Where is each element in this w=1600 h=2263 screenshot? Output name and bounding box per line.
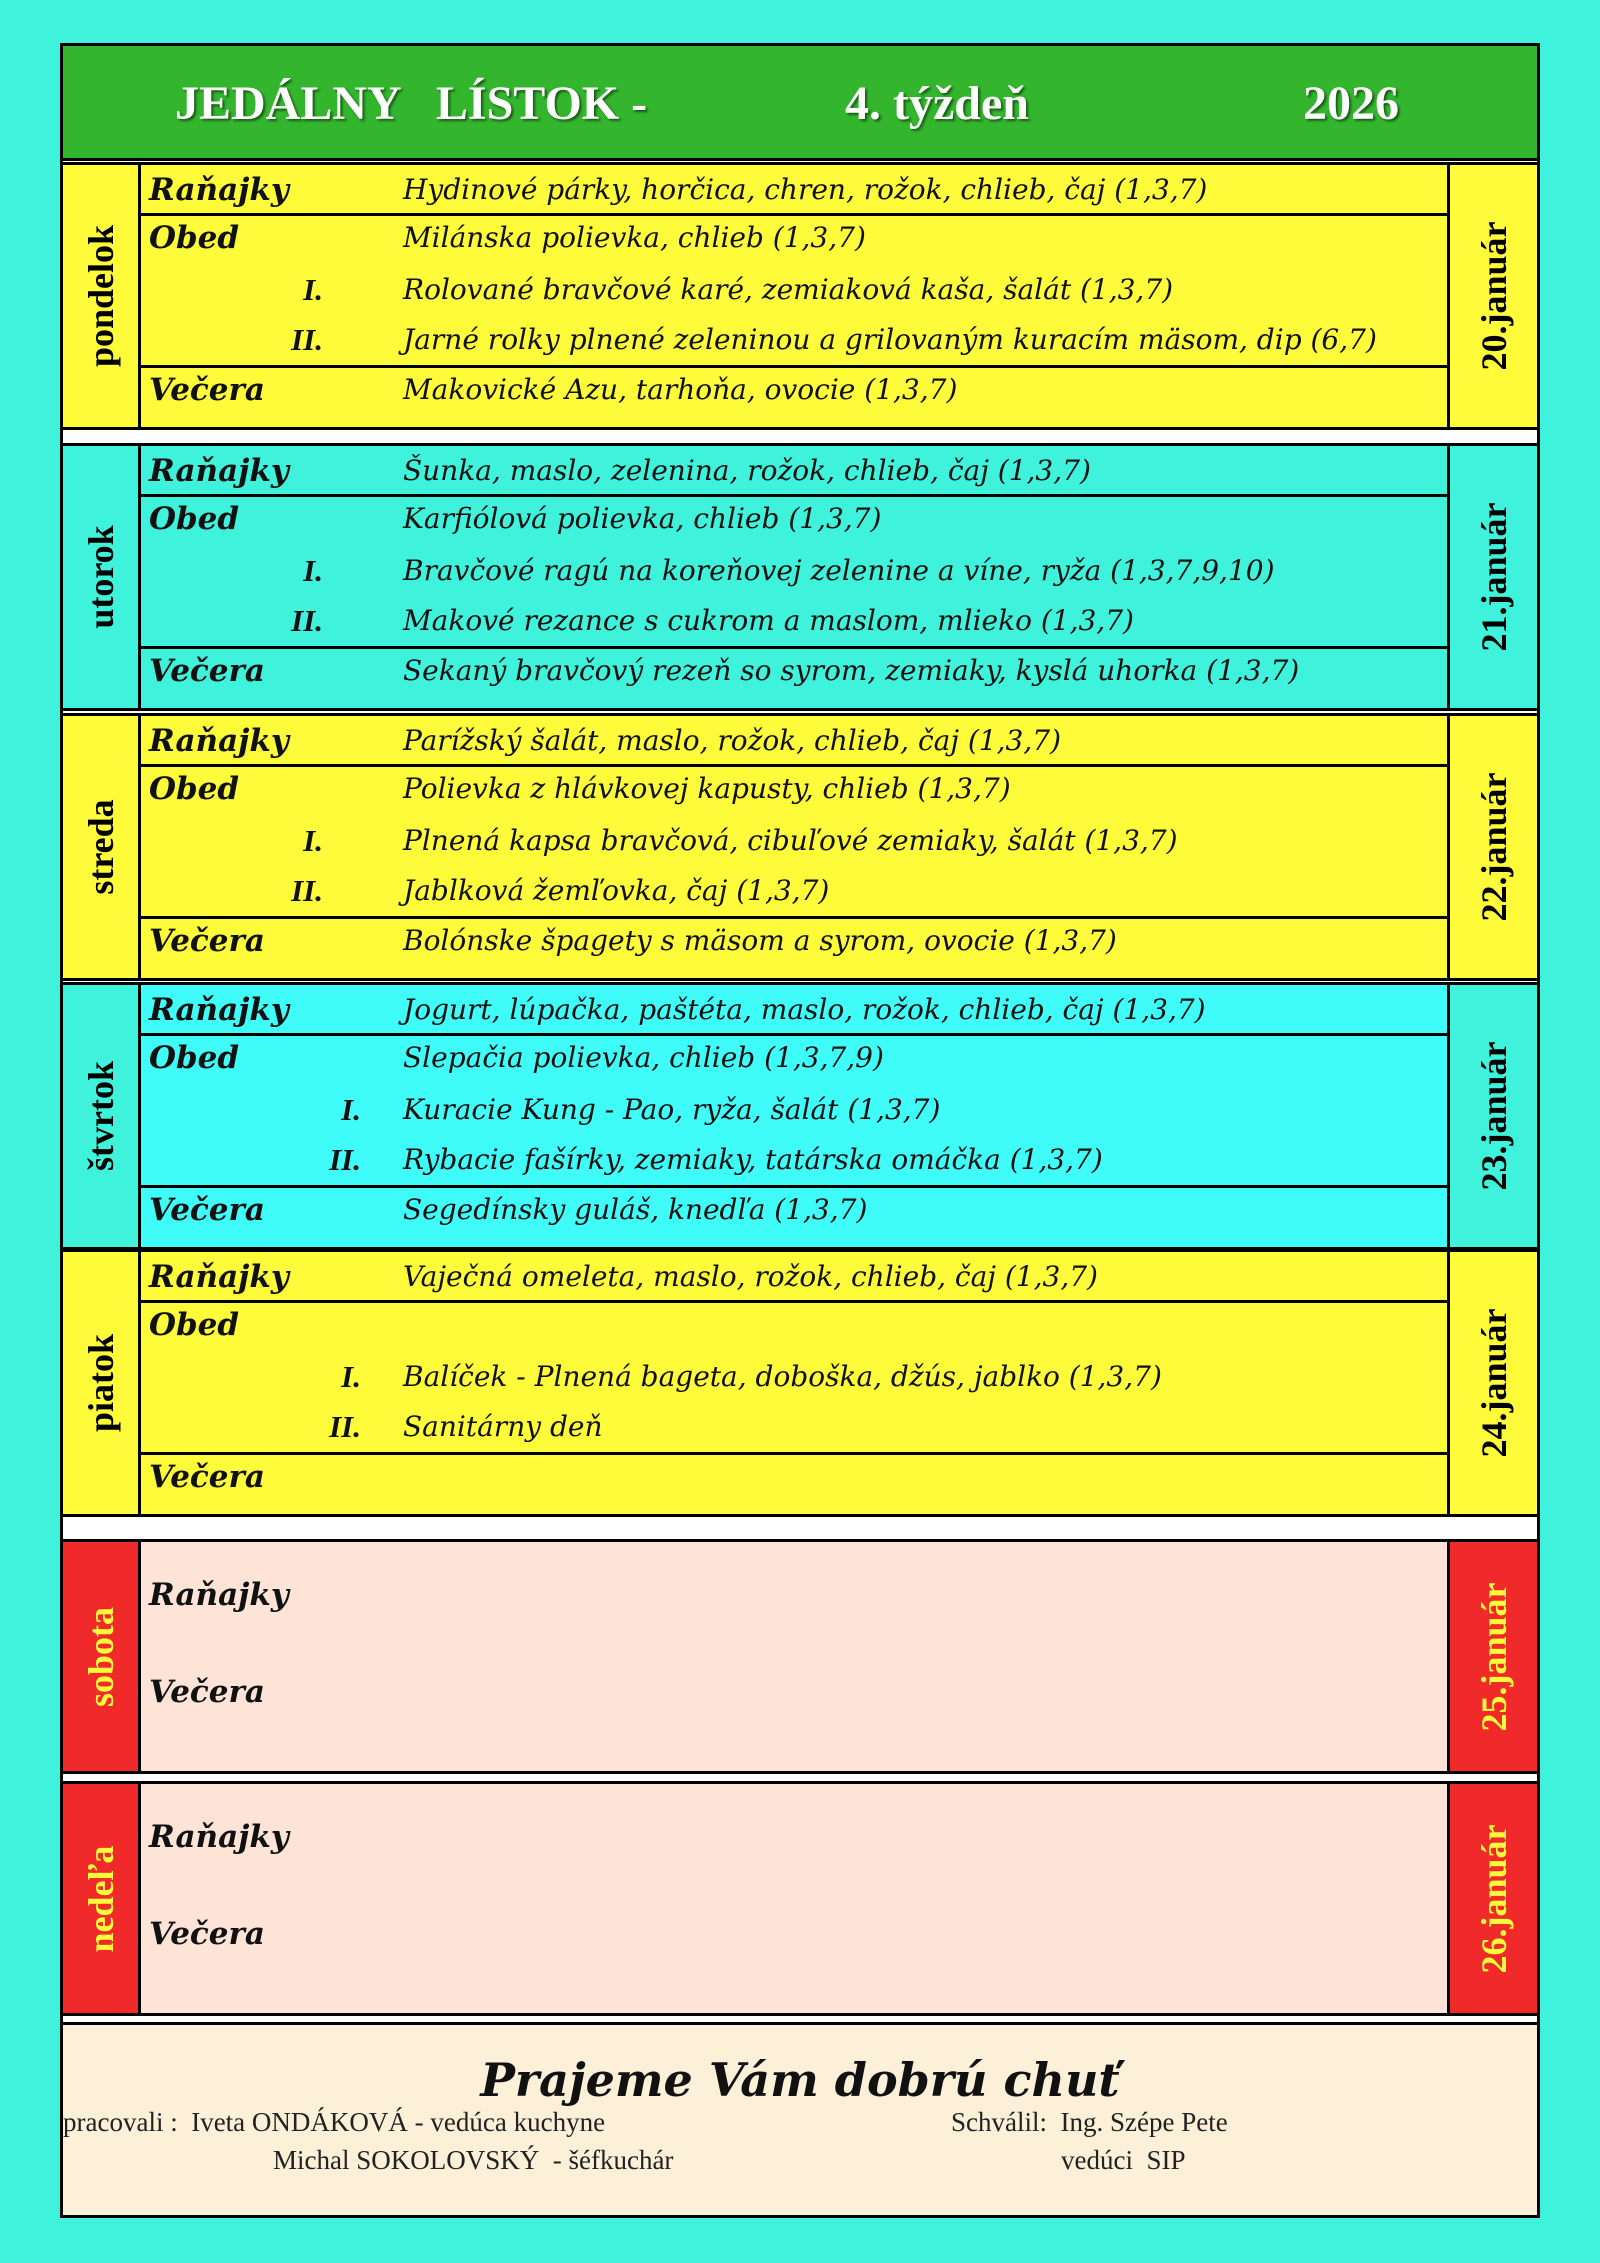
dinner-label: Večera [149, 1674, 265, 1710]
meal-text: Hydinové párky, horčica, chren, rožok, chlieb, čaj (1,3,7) [403, 173, 1208, 206]
meal-row [141, 716, 1447, 767]
day-name-cell [63, 985, 141, 1247]
prepared-by-line-1: pracovali : Iveta ONDÁKOVÁ - vedúca kuchyne [63, 2107, 606, 2137]
meal-text: Jarné rolky plnené zeleninou a grilovaným kuracím mäsom, dip (6,7) [403, 323, 1377, 356]
option-number: II. [291, 603, 323, 638]
meal-row [141, 985, 1447, 1036]
day-name-cell [63, 1784, 141, 2013]
meal-row [141, 1452, 1447, 1514]
meal-row [141, 315, 1447, 368]
meal-label: Večera [149, 1192, 265, 1228]
meal-text: Makovické Azu, tarhoňa, ovocie (1,3,7) [403, 373, 958, 406]
option-number: I. [341, 1359, 361, 1394]
meal-label: Obed [149, 771, 240, 807]
bon-appetit-text: Prajeme Vám dobrú chuť [480, 2053, 1120, 2107]
day-name: štvrtok [80, 1061, 121, 1171]
meal-row [141, 596, 1447, 649]
meal-label: Raňajky [149, 723, 289, 759]
meal-text: Makové rezance s cukrom a maslom, mlieko (1,3,7) [403, 604, 1134, 637]
meal-row [141, 165, 1447, 216]
meal-label: Raňajky [149, 1259, 289, 1295]
meal-row [141, 1352, 1447, 1402]
meal-label: Večera [149, 372, 265, 408]
day-name-cell [63, 1252, 141, 1514]
meal-row [141, 1033, 1447, 1085]
date-cell [1447, 1252, 1537, 1514]
meal-row [141, 1300, 1447, 1352]
date-cell [1447, 165, 1537, 427]
option-number: II. [329, 1142, 361, 1177]
dinner-label: Večera [149, 1916, 265, 1952]
meal-rows [141, 1784, 1447, 2013]
meal-label: Raňajky [149, 992, 289, 1028]
approved-by-line-1: Schválil: Ing. Szépe Pete [951, 2107, 1228, 2137]
breakfast-label: Raňajky [149, 1819, 289, 1855]
date-label: 25.január [1473, 1581, 1514, 1732]
meal-label: Raňajky [149, 453, 289, 489]
day-section-0 [63, 162, 1537, 430]
meal-text: Rybacie fašírky, zemiaky, tatárska omáčka (1,3,7) [403, 1143, 1103, 1176]
meal-text: Sekaný bravčový rezeň so syrom, zemiaky, kyslá uhorka (1,3,7) [403, 654, 1300, 687]
meal-label: Obed [149, 1307, 240, 1343]
breakfast-label: Raňajky [149, 1577, 289, 1613]
prepared-by-line-2: Michal SOKOLOVSKÝ - šéfkuchár [273, 2145, 674, 2175]
meal-text: Jablková žemľovka, čaj (1,3,7) [403, 874, 830, 907]
meal-rows [141, 165, 1447, 427]
date-label: 23.január [1473, 1041, 1514, 1191]
date-label: 26.január [1473, 1823, 1514, 1974]
meal-label: Večera [149, 923, 265, 959]
menu-footer [63, 2022, 1537, 2215]
meal-rows [141, 1252, 1447, 1514]
meal-text: Kuracie Kung - Pao, ryža, šalát (1,3,7) [403, 1093, 941, 1126]
week-label: 4. týždeň [845, 77, 1029, 130]
day-name: sobota [80, 1606, 121, 1707]
option-number: I. [303, 272, 323, 307]
meal-row [141, 646, 1447, 708]
day-name: streda [80, 799, 121, 895]
meal-text: Milánska polievka, chlieb (1,3,7) [403, 221, 866, 254]
day-name: piatok [80, 1333, 121, 1433]
meal-text: Bolónske špagety s mäsom a syrom, ovocie (1,3,7) [403, 924, 1117, 957]
meal-text: Polievka z hlávkovej kapusty, chlieb (1,3,7) [403, 772, 1011, 805]
meal-row [141, 1135, 1447, 1188]
day-name-cell [63, 446, 141, 708]
meal-row [141, 916, 1447, 978]
day-section-3 [63, 982, 1537, 1250]
meal-row [141, 365, 1447, 427]
meal-row [141, 446, 1447, 497]
day-name-cell [63, 716, 141, 978]
meal-text: Slepačia polievka, chlieb (1,3,7,9) [403, 1041, 884, 1074]
meal-row [141, 866, 1447, 919]
day-section-2 [63, 713, 1537, 981]
day-name: nedeľa [80, 1845, 121, 1952]
option-number: I. [341, 1092, 361, 1127]
meal-row [141, 213, 1447, 265]
meal-row [141, 816, 1447, 866]
year-label: 2026 [1303, 77, 1399, 130]
day-name-cell [63, 165, 141, 427]
meal-rows [141, 985, 1447, 1247]
meal-rows [141, 446, 1447, 708]
meal-row [141, 1252, 1447, 1303]
date-label: 20.január [1473, 221, 1514, 371]
date-cell [1447, 985, 1537, 1247]
meal-text: Plnená kapsa bravčová, cibuľové zemiaky, šalát (1,3,7) [403, 824, 1178, 857]
meal-row [141, 764, 1447, 816]
meal-text: Segedínsky guláš, knedľa (1,3,7) [403, 1193, 868, 1226]
menu-sheet [60, 43, 1540, 2218]
meal-text: Vaječná omeleta, maslo, rožok, chlieb, čaj (1,3,7) [403, 1260, 1098, 1293]
meal-text: Parížský šalát, maslo, rožok, chlieb, čaj (1,3,7) [403, 724, 1061, 757]
option-number: I. [303, 823, 323, 858]
meal-label: Večera [149, 1459, 265, 1495]
meal-text: Rolované bravčové karé, zemiaková kaša, šalát (1,3,7) [403, 273, 1174, 306]
date-cell [1447, 446, 1537, 708]
meal-text: Balíček - Plnená bageta, doboška, džús, jablko (1,3,7) [403, 1360, 1162, 1393]
day-section-1 [63, 443, 1537, 711]
option-number: II. [291, 873, 323, 908]
meal-row [141, 1085, 1447, 1135]
meal-label: Obed [149, 1040, 240, 1076]
option-number: II. [291, 322, 323, 357]
day-section-4 [63, 1249, 1537, 1517]
meal-label: Obed [149, 220, 240, 256]
meal-text: Karfiólová polievka, chlieb (1,3,7) [403, 502, 882, 535]
meal-text: Sanitárny deň [403, 1410, 603, 1443]
date-cell [1447, 1542, 1537, 1771]
approved-by-line-2: vedúci SIP [1061, 2145, 1186, 2175]
weekend-section-0 [63, 1539, 1537, 1774]
date-cell [1447, 1784, 1537, 2013]
option-number: I. [303, 553, 323, 588]
menu-title: JEDÁLNY LÍSTOK - [175, 77, 648, 130]
option-number: II. [329, 1409, 361, 1444]
meal-rows [141, 716, 1447, 978]
meal-text: Šunka, maslo, zelenina, rožok, chlieb, čaj (1,3,7) [403, 454, 1091, 487]
meal-text: Bravčové ragú na koreňovej zelenine a víne, ryža (1,3,7,9,10) [403, 554, 1275, 587]
meal-text: Jogurt, lúpačka, paštéta, maslo, rožok, chlieb, čaj (1,3,7) [403, 993, 1206, 1026]
date-label: 22.január [1473, 772, 1514, 922]
meal-rows [141, 1542, 1447, 1771]
meal-label: Večera [149, 653, 265, 689]
menu-header [63, 46, 1537, 161]
meal-row [141, 546, 1447, 596]
date-label: 21.január [1473, 502, 1514, 652]
meal-label: Raňajky [149, 172, 289, 208]
day-name-cell [63, 1542, 141, 1771]
meal-label: Obed [149, 501, 240, 537]
date-cell [1447, 716, 1537, 978]
meal-row [141, 265, 1447, 315]
weekend-section-1 [63, 1781, 1537, 2016]
meal-row [141, 1185, 1447, 1247]
day-name: utorok [80, 525, 121, 629]
day-name: pondelok [80, 224, 121, 368]
meal-row [141, 1402, 1447, 1455]
date-label: 24.január [1473, 1308, 1514, 1458]
meal-row [141, 494, 1447, 546]
